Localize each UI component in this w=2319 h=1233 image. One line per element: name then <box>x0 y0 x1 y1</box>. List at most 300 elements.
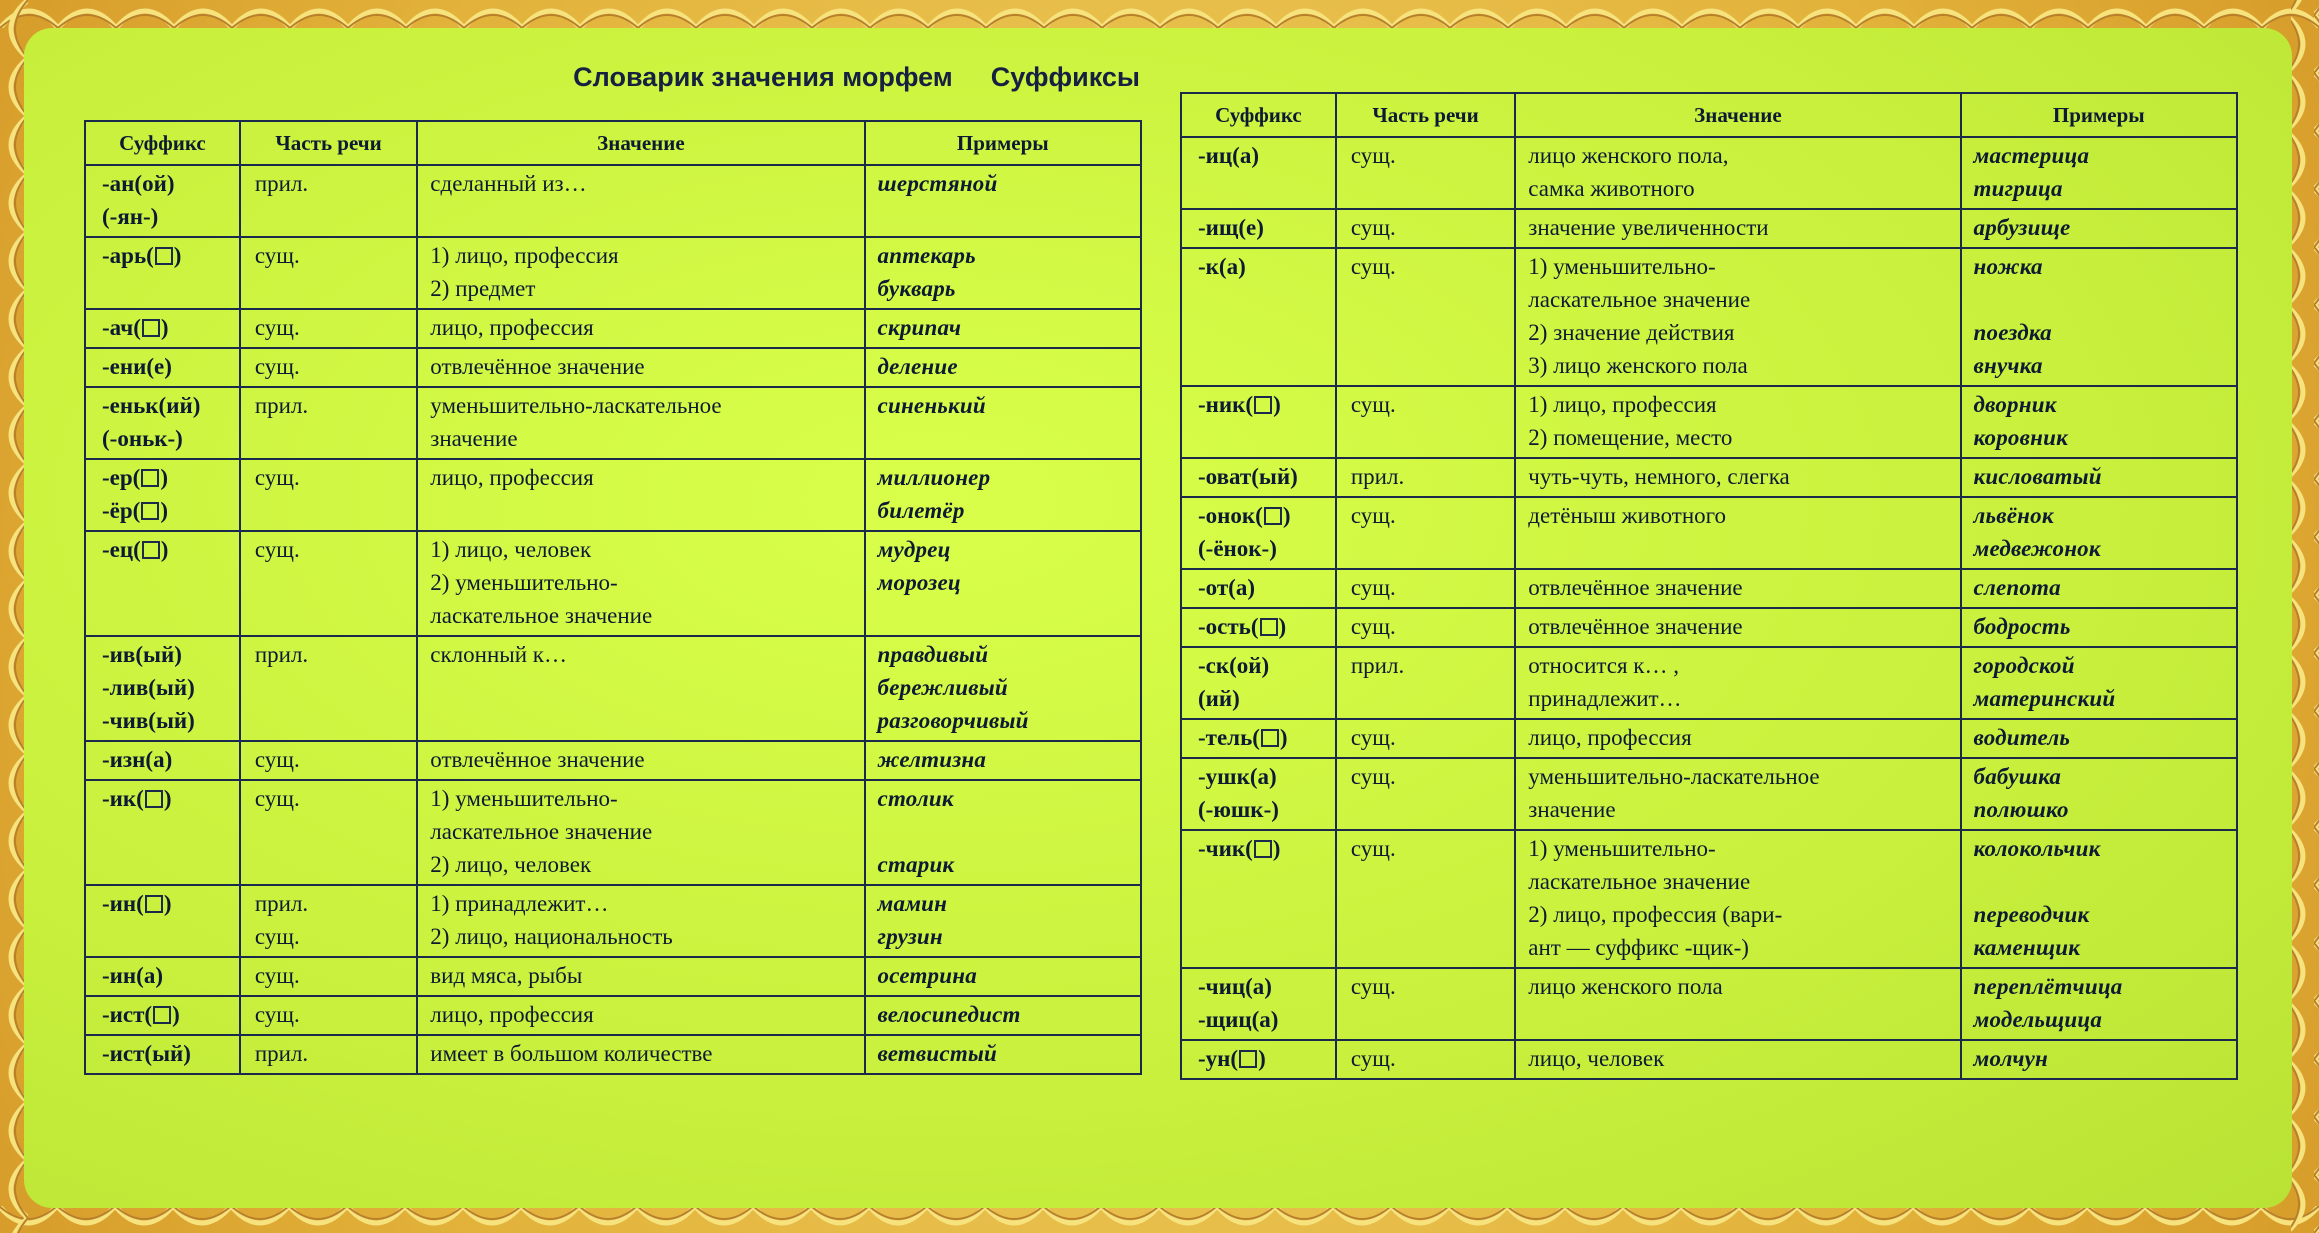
meaning-line: отвлечённое значение <box>1528 614 1743 639</box>
examples-cell <box>1961 968 2237 1040</box>
examples-line: городской <box>1973 653 2075 678</box>
suffix-table-left <box>84 120 1142 1075</box>
part-of-speech-cell <box>240 237 417 309</box>
suffix-line: (-оньк-) <box>102 426 183 451</box>
examples-cell <box>1961 830 2237 968</box>
examples-cell <box>1961 608 2237 647</box>
suffix-cell <box>85 780 240 885</box>
meaning-line: лицо женского пола, <box>1528 143 1729 168</box>
part-of-speech-line: сущ. <box>254 354 300 379</box>
examples-cell <box>1961 1040 2237 1079</box>
examples-line: желтизна <box>877 747 987 772</box>
meaning-cell <box>417 348 864 387</box>
part-of-speech-line: прил. <box>254 393 309 418</box>
header-examples: Примеры <box>1961 93 2237 137</box>
page-title <box>0 62 1140 93</box>
examples-cell <box>1961 248 2237 386</box>
table-row <box>85 957 1141 996</box>
examples-cell <box>865 459 1141 531</box>
examples-cell <box>865 780 1141 885</box>
suffix-cell <box>1181 137 1336 209</box>
part-of-speech-cell <box>240 531 417 636</box>
meaning-cell <box>1515 608 1960 647</box>
table-row <box>1181 830 2237 968</box>
part-of-speech-cell <box>240 459 417 531</box>
meaning-line: чуть-чуть, немного, слегка <box>1528 464 1790 489</box>
suffix-cell <box>1181 758 1336 830</box>
header-part-of-speech: Часть речи <box>1336 93 1515 137</box>
suffix-line: -ив(ый) <box>102 642 182 667</box>
suffix-line: -чив(ый) <box>102 708 195 733</box>
suffix-cell <box>1181 209 1336 248</box>
meaning-line: 1) лицо, профессия <box>430 243 619 268</box>
meaning-cell <box>1515 719 1960 758</box>
table-row <box>85 237 1141 309</box>
suffix-cell <box>85 885 240 957</box>
meaning-cell <box>417 780 864 885</box>
examples-line: тигрица <box>1973 176 2063 201</box>
suffix-line: -тель( ) <box>1198 725 1288 750</box>
suffix-cell <box>85 387 240 459</box>
suffix-line: -чиц(а) <box>1198 974 1272 999</box>
suffix-cell <box>85 459 240 531</box>
meaning-line: относится к… , <box>1528 653 1679 678</box>
part-of-speech-line: сущ. <box>254 924 300 949</box>
examples-cell <box>865 237 1141 309</box>
suffix-line: -от(а) <box>1198 575 1255 600</box>
suffix-line: -еньк(ий) <box>102 393 201 418</box>
meaning-line: ласкательное значение <box>1528 287 1751 312</box>
meaning-line: отвлечённое значение <box>1528 575 1743 600</box>
suffix-cell <box>85 957 240 996</box>
examples-line <box>1974 865 2226 898</box>
examples-line: правдивый <box>877 642 989 667</box>
meaning-cell <box>417 531 864 636</box>
part-of-speech-cell <box>240 741 417 780</box>
part-of-speech-line: сущ. <box>254 963 300 988</box>
part-of-speech-cell <box>240 780 417 885</box>
suffix-line: -лив(ый) <box>102 675 195 700</box>
examples-line: разговорчивый <box>877 708 1029 733</box>
examples-line: ножка <box>1973 254 2043 279</box>
part-of-speech-cell <box>240 996 417 1035</box>
examples-cell <box>1961 386 2237 458</box>
part-of-speech-cell <box>240 885 417 957</box>
suffix-cell <box>1181 830 1336 968</box>
suffix-cell <box>1181 569 1336 608</box>
examples-line: мамин <box>877 891 948 916</box>
examples-line: внучка <box>1973 353 2043 378</box>
meaning-cell <box>1515 968 1960 1040</box>
suffix-line: -изн(а) <box>102 747 173 772</box>
title-section: Суффиксы <box>990 62 1140 92</box>
suffix-cell <box>1181 968 1336 1040</box>
meaning-line: 3) лицо женского пола <box>1528 353 1748 378</box>
suffix-line: -ищ(е) <box>1198 215 1264 240</box>
suffix-line: -чик( ) <box>1198 836 1281 861</box>
examples-cell <box>865 531 1141 636</box>
table-row <box>85 1035 1141 1074</box>
meaning-line: уменьшительно-ласкательное <box>1528 764 1820 789</box>
part-of-speech-line: сущ. <box>1350 392 1396 417</box>
suffix-line: (-ёнок-) <box>1198 536 1277 561</box>
meaning-cell <box>1515 647 1960 719</box>
suffix-line: -онок( ) <box>1198 503 1291 528</box>
empty-ending-box <box>1254 396 1272 414</box>
header-suffix: Суффикс <box>85 121 240 165</box>
part-of-speech-line: сущ. <box>1350 974 1396 999</box>
examples-cell <box>865 741 1141 780</box>
part-of-speech-cell <box>1336 1040 1515 1079</box>
part-of-speech-cell <box>1336 248 1515 386</box>
part-of-speech-line: сущ. <box>1350 503 1396 528</box>
examples-line: велосипедист <box>877 1002 1021 1027</box>
examples-cell <box>865 957 1141 996</box>
examples-cell <box>1961 719 2237 758</box>
table-row <box>1181 968 2237 1040</box>
examples-line: морозец <box>877 570 961 595</box>
table-row <box>1181 1040 2237 1079</box>
meaning-line: 1) уменьшительно- <box>430 786 618 811</box>
header-examples: Примеры <box>865 121 1141 165</box>
examples-line: водитель <box>1973 725 2071 750</box>
meaning-line: 1) принадлежит… <box>430 891 609 916</box>
table-header-row <box>1181 93 2237 137</box>
examples-line: шерстяной <box>877 171 998 196</box>
examples-cell <box>865 387 1141 459</box>
table-row <box>85 459 1141 531</box>
suffix-cell <box>85 309 240 348</box>
part-of-speech-cell <box>1336 458 1515 497</box>
examples-line: кисловатый <box>1973 464 2102 489</box>
empty-ending-box <box>145 895 163 913</box>
examples-line: коровник <box>1973 425 2068 450</box>
part-of-speech-cell <box>1336 497 1515 569</box>
examples-line: переплётчица <box>1973 974 2123 999</box>
meaning-line: значение увеличенности <box>1528 215 1769 240</box>
examples-cell <box>1961 569 2237 608</box>
meaning-line: лицо женского пола <box>1528 974 1723 999</box>
meaning-line: 2) значение действия <box>1528 320 1735 345</box>
examples-line: мудрец <box>877 537 951 562</box>
meaning-cell <box>417 1035 864 1074</box>
table-row <box>1181 386 2237 458</box>
examples-line: бодрость <box>1973 614 2071 639</box>
meaning-line: принадлежит… <box>1528 686 1682 711</box>
part-of-speech-cell <box>1336 608 1515 647</box>
part-of-speech-line: сущ. <box>1350 254 1396 279</box>
suffix-cell <box>1181 608 1336 647</box>
empty-ending-box <box>145 790 163 808</box>
empty-ending-box <box>1264 507 1282 525</box>
part-of-speech-cell <box>240 1035 417 1074</box>
meaning-line: значение <box>430 426 518 451</box>
examples-cell <box>865 1035 1141 1074</box>
table-row <box>1181 137 2237 209</box>
examples-cell <box>1961 497 2237 569</box>
examples-line: деление <box>877 354 958 379</box>
suffix-line: (ий) <box>1198 686 1240 711</box>
suffix-line: -щиц(а) <box>1198 1007 1279 1032</box>
meaning-cell <box>1515 830 1960 968</box>
part-of-speech-line: сущ. <box>1350 725 1396 750</box>
examples-line: полюшко <box>1973 797 2069 822</box>
meaning-line: 2) лицо, профессия (вари- <box>1528 902 1783 927</box>
part-of-speech-line: прил. <box>254 891 309 916</box>
suffix-line: -ан(ой) <box>102 171 175 196</box>
meaning-cell <box>417 165 864 237</box>
part-of-speech-line: сущ. <box>254 465 300 490</box>
examples-line: бабушка <box>1973 764 2062 789</box>
table-row <box>85 636 1141 741</box>
part-of-speech-line: прил. <box>1350 464 1405 489</box>
meaning-cell <box>417 996 864 1035</box>
suffix-line: -ист(ый) <box>102 1041 191 1066</box>
suffix-cell <box>1181 1040 1336 1079</box>
part-of-speech-line: сущ. <box>254 537 300 562</box>
suffix-cell <box>85 636 240 741</box>
meaning-line: 2) лицо, национальность <box>430 924 673 949</box>
part-of-speech-cell <box>240 348 417 387</box>
empty-ending-box <box>142 319 160 337</box>
table-row <box>1181 458 2237 497</box>
examples-cell <box>865 636 1141 741</box>
empty-ending-box <box>142 541 160 559</box>
examples-line: медвежонок <box>1973 536 2101 561</box>
suffix-line: -ун( ) <box>1198 1046 1266 1071</box>
examples-cell <box>1961 137 2237 209</box>
part-of-speech-cell <box>1336 209 1515 248</box>
suffix-cell <box>1181 248 1336 386</box>
part-of-speech-line: прил. <box>254 642 309 667</box>
table-row <box>1181 608 2237 647</box>
table-row <box>1181 248 2237 386</box>
suffix-cell <box>85 531 240 636</box>
meaning-cell <box>1515 248 1960 386</box>
examples-cell <box>865 165 1141 237</box>
meaning-cell <box>417 741 864 780</box>
table-row <box>85 531 1141 636</box>
table-row <box>85 309 1141 348</box>
examples-cell <box>865 885 1141 957</box>
suffix-line: -ёр( ) <box>102 498 168 523</box>
suffix-line: -ин( ) <box>102 891 172 916</box>
meaning-line: ласкательное значение <box>1528 869 1751 894</box>
table-header-row <box>85 121 1141 165</box>
part-of-speech-line: сущ. <box>1350 764 1396 789</box>
empty-ending-box <box>1254 840 1272 858</box>
meaning-line: лицо, профессия <box>430 1002 594 1027</box>
suffix-line: (-юшк-) <box>1198 797 1279 822</box>
part-of-speech-line: сущ. <box>1350 614 1396 639</box>
meaning-line: 1) уменьшительно- <box>1528 836 1716 861</box>
meaning-cell <box>417 885 864 957</box>
title-main: Словарик значения морфем <box>573 62 953 92</box>
meaning-line: детёныш животного <box>1528 503 1726 528</box>
meaning-cell <box>1515 458 1960 497</box>
suffix-table-right <box>1180 92 2238 1080</box>
meaning-line: 2) уменьшительно- <box>430 570 618 595</box>
suffix-line: -к(а) <box>1198 254 1246 279</box>
part-of-speech-line: сущ. <box>254 243 300 268</box>
meaning-line: самка животного <box>1528 176 1695 201</box>
empty-ending-box <box>155 247 173 265</box>
meaning-cell <box>1515 1040 1960 1079</box>
part-of-speech-cell <box>240 957 417 996</box>
part-of-speech-cell <box>240 165 417 237</box>
examples-cell <box>865 996 1141 1035</box>
meaning-line: сделанный из… <box>430 171 587 196</box>
examples-line: слепота <box>1973 575 2061 600</box>
suffix-line: -арь( ) <box>102 243 182 268</box>
part-of-speech-line: сущ. <box>1350 575 1396 600</box>
empty-ending-box <box>153 1006 171 1024</box>
table-row <box>85 996 1141 1035</box>
part-of-speech-cell <box>240 636 417 741</box>
meaning-line: 2) лицо, человек <box>430 852 592 877</box>
table-body-left <box>85 165 1141 1074</box>
suffix-cell <box>1181 719 1336 758</box>
examples-line: поездка <box>1973 320 2052 345</box>
meaning-line: лицо, профессия <box>430 465 594 490</box>
examples-line: столик <box>877 786 954 811</box>
meaning-cell <box>417 387 864 459</box>
header-part-of-speech: Часть речи <box>240 121 417 165</box>
examples-line: грузин <box>877 924 943 949</box>
part-of-speech-line: сущ. <box>254 315 300 340</box>
examples-line: миллионер <box>877 465 991 490</box>
part-of-speech-cell <box>1336 386 1515 458</box>
meaning-line: 2) предмет <box>430 276 536 301</box>
header-meaning: Значение <box>417 121 864 165</box>
suffix-cell <box>1181 497 1336 569</box>
meaning-line: 1) уменьшительно- <box>1528 254 1716 279</box>
suffix-line: -ин(а) <box>102 963 163 988</box>
suffix-line: -ец( ) <box>102 537 169 562</box>
empty-ending-box <box>141 469 159 487</box>
part-of-speech-line: сущ. <box>254 786 300 811</box>
empty-ending-box <box>141 502 159 520</box>
meaning-cell <box>417 309 864 348</box>
empty-ending-box <box>1239 1050 1257 1068</box>
suffix-line: -ист( ) <box>102 1002 180 1027</box>
meaning-cell <box>1515 497 1960 569</box>
part-of-speech-line: сущ. <box>254 1002 300 1027</box>
examples-line: аптекарь <box>877 243 976 268</box>
examples-line: старик <box>877 852 955 877</box>
meaning-cell <box>1515 137 1960 209</box>
table-row <box>85 387 1141 459</box>
examples-line: синенький <box>877 393 986 418</box>
meaning-cell <box>1515 569 1960 608</box>
examples-line: материнский <box>1973 686 2116 711</box>
meaning-cell <box>417 459 864 531</box>
examples-cell <box>1961 458 2237 497</box>
meaning-line: склонный к… <box>430 642 567 667</box>
meaning-cell <box>417 957 864 996</box>
part-of-speech-line: прил. <box>254 171 309 196</box>
header-suffix: Суффикс <box>1181 93 1336 137</box>
examples-line: скрипач <box>877 315 962 340</box>
examples-cell <box>865 309 1141 348</box>
table-row <box>85 165 1141 237</box>
meaning-cell <box>1515 209 1960 248</box>
examples-line: арбузище <box>1973 215 2071 240</box>
examples-line: осетрина <box>877 963 977 988</box>
suffix-line: -ер( ) <box>102 465 168 490</box>
part-of-speech-cell <box>1336 719 1515 758</box>
suffix-line: -ск(ой) <box>1198 653 1270 678</box>
part-of-speech-cell <box>1336 137 1515 209</box>
table-row <box>1181 569 2237 608</box>
examples-line: бережливый <box>877 675 1008 700</box>
examples-line: молчун <box>1973 1046 2048 1071</box>
meaning-line: лицо, человек <box>1528 1046 1665 1071</box>
suffix-cell <box>85 741 240 780</box>
table-row <box>1181 209 2237 248</box>
examples-line: дворник <box>1973 392 2057 417</box>
table-row <box>1181 497 2237 569</box>
suffix-cell <box>85 1035 240 1074</box>
table-row <box>1181 719 2237 758</box>
meaning-line: 1) лицо, профессия <box>1528 392 1717 417</box>
examples-line: модельщица <box>1973 1007 2103 1032</box>
examples-line <box>1974 283 2226 316</box>
suffix-line: -ач( ) <box>102 315 169 340</box>
meaning-cell <box>417 237 864 309</box>
examples-line: переводчик <box>1973 902 2090 927</box>
examples-cell <box>1961 758 2237 830</box>
part-of-speech-line: сущ. <box>1350 215 1396 240</box>
meaning-line: уменьшительно-ласкательное <box>430 393 722 418</box>
suffix-cell <box>1181 647 1336 719</box>
table-row <box>1181 647 2237 719</box>
examples-line: львёнок <box>1973 503 2054 528</box>
examples-line: колокольчик <box>1973 836 2101 861</box>
part-of-speech-cell <box>1336 968 1515 1040</box>
examples-line: каменщик <box>1973 935 2081 960</box>
examples-cell <box>1961 647 2237 719</box>
part-of-speech-cell <box>240 387 417 459</box>
suffix-line: -ость( ) <box>1198 614 1287 639</box>
suffix-cell <box>1181 386 1336 458</box>
table-row <box>1181 758 2237 830</box>
meaning-line: ласкательное значение <box>430 603 653 628</box>
part-of-speech-line: сущ. <box>254 747 300 772</box>
suffix-line: -ушк(а) <box>1198 764 1277 789</box>
examples-cell <box>865 348 1141 387</box>
part-of-speech-line: сущ. <box>1350 836 1396 861</box>
part-of-speech-line: прил. <box>1350 653 1405 678</box>
suffix-cell <box>85 348 240 387</box>
suffix-cell <box>85 165 240 237</box>
part-of-speech-line: сущ. <box>1350 1046 1396 1071</box>
examples-line: ветвистый <box>877 1041 998 1066</box>
part-of-speech-cell <box>240 309 417 348</box>
table-row <box>85 741 1141 780</box>
examples-line: билетёр <box>877 498 965 523</box>
header-meaning: Значение <box>1515 93 1960 137</box>
empty-ending-box <box>1260 618 1278 636</box>
meaning-line: лицо, профессия <box>1528 725 1692 750</box>
examples-line <box>878 815 1130 848</box>
part-of-speech-cell <box>1336 569 1515 608</box>
meaning-line: значение <box>1528 797 1616 822</box>
suffix-line: -оват(ый) <box>1198 464 1298 489</box>
part-of-speech-cell <box>1336 758 1515 830</box>
suffix-line: -ик( ) <box>102 786 172 811</box>
empty-ending-box <box>1261 729 1279 747</box>
